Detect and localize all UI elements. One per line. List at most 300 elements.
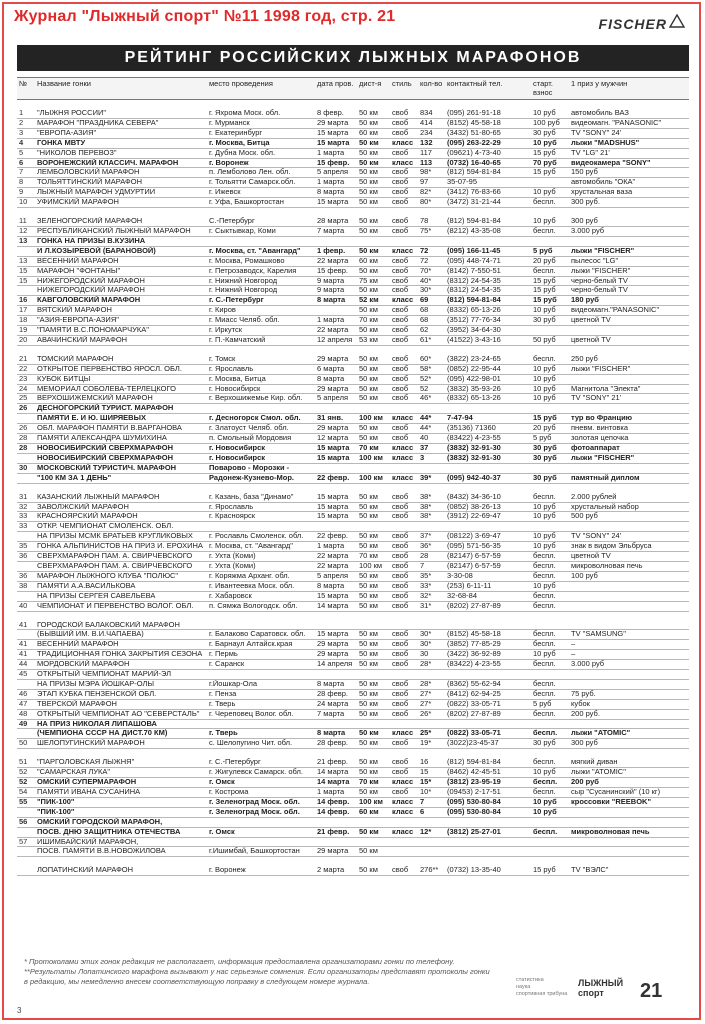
cell-date: 28 марта: [315, 217, 357, 226]
cell-distance: 50 км: [357, 640, 390, 650]
cell-style: своб: [390, 709, 418, 719]
cell-place: г. Уфа, Башкортостан: [207, 198, 315, 208]
cell-prize: [569, 581, 689, 591]
cell-num: 10: [17, 198, 35, 208]
cell-place: г. Казань, база "Динамо": [207, 493, 315, 502]
cell-prize: лыжи "FISCHER": [569, 364, 689, 374]
cell-prize: микроволновая печь: [569, 561, 689, 571]
cell-prize: памятный диплом: [569, 473, 689, 483]
cell-distance: [357, 719, 390, 729]
cell-phone: (8142) 7-550-51: [445, 266, 531, 276]
cell-phone: (095) 422-98-01: [445, 374, 531, 384]
col-name: Название гонки: [35, 78, 207, 100]
cell-date: 15 марта: [315, 198, 357, 208]
table-row: [17, 148, 689, 158]
col-date: дата пров.: [315, 78, 357, 100]
cell-place: г. Пенза: [207, 689, 315, 699]
cell-count: [418, 847, 445, 857]
cell-prize: [569, 326, 689, 336]
cell-date: [315, 837, 357, 847]
cell-place: г. Жигулевск Самарск. обл.: [207, 768, 315, 778]
cell-count: 3: [418, 453, 445, 463]
cell-num: 26: [17, 404, 35, 414]
table-row: [17, 178, 689, 188]
cell-name: ГОНКА МВТУ: [35, 138, 207, 148]
table-row: [17, 739, 689, 749]
cell-count: 28*: [418, 660, 445, 670]
cell-name: "АЗИЯ-ЕВРОПА-АЗИЯ": [35, 316, 207, 326]
cell-place: г. Зеленоград Моск. обл.: [207, 807, 315, 817]
cell-count: 6: [418, 807, 445, 817]
table-row: [17, 434, 689, 444]
cell-count: 44*: [418, 424, 445, 434]
cell-prize: пневм. винтовка: [569, 424, 689, 434]
cell-count: 276**: [418, 866, 445, 875]
cell-date: 15 февр.: [315, 158, 357, 168]
cell-name: ЭТАП КУБКА ПЕНЗЕНСКОЙ ОБЛ.: [35, 689, 207, 699]
table-row: [17, 453, 689, 463]
cell-name: ОМСКИЙ ГОРОДСКОЙ МАРАФОН,: [35, 817, 207, 827]
cell-style: своб: [390, 866, 418, 875]
cell-prize: [569, 463, 689, 473]
cell-place: [207, 817, 315, 827]
cell-count: [418, 621, 445, 630]
cell-phone: (8212) 43-35-08: [445, 226, 531, 236]
cell-style: своб: [390, 640, 418, 650]
cell-num: 33: [17, 512, 35, 522]
cell-phone: (095) 166-11-45: [445, 246, 531, 256]
table-row: [17, 158, 689, 168]
cell-place: г. Воронеж: [207, 158, 315, 168]
cell-phone: [445, 670, 531, 680]
cell-count: [418, 236, 445, 246]
cell-fee: беспл.: [531, 630, 569, 640]
table-row: [17, 374, 689, 384]
cell-num: [17, 807, 35, 817]
cell-count: 25*: [418, 729, 445, 739]
cell-place: г. Омск: [207, 827, 315, 837]
magazine-logo-line: ЛЫЖНЫЙ: [578, 978, 624, 988]
section-label: спортивная трибуна: [516, 991, 568, 997]
cell-fee: 10 руб: [531, 797, 569, 807]
cell-distance: [357, 817, 390, 827]
cell-phone: 32-68-84: [445, 591, 531, 601]
cell-name: ОМСКИЙ СУПЕРМАРАФОН: [35, 778, 207, 788]
cell-date: 14 марта: [315, 601, 357, 611]
cell-date: 1 марта: [315, 148, 357, 158]
cell-name: ТОЛЬЯТТИНСКИЙ МАРАФОН: [35, 178, 207, 188]
cell-phone: (3432) 51-80-65: [445, 128, 531, 138]
cell-phone: (3952) 34-64-30: [445, 326, 531, 336]
cell-prize: автомобиль "ОКА": [569, 178, 689, 188]
cell-num: 28: [17, 444, 35, 454]
cell-style: [390, 817, 418, 827]
cell-phone: (3812) 23-95-19: [445, 778, 531, 788]
table-row: [17, 837, 689, 847]
cell-name: ВОРОНЕЖСКИЙ КЛАССИЧ. МАРАФОН: [35, 158, 207, 168]
cell-prize: 300 руб.: [569, 198, 689, 208]
cell-style: своб: [390, 364, 418, 374]
cell-fee: 15 руб: [531, 276, 569, 286]
cell-num: 7: [17, 168, 35, 178]
cell-distance: 70 км: [357, 316, 390, 326]
cell-place: г. Рославль Смоленск. обл.: [207, 532, 315, 542]
cell-distance: 70 км: [357, 778, 390, 788]
cell-style: класс: [390, 138, 418, 148]
cell-distance: 70 км: [357, 552, 390, 562]
cell-distance: 75 км: [357, 276, 390, 286]
cell-fee: беспл.: [531, 561, 569, 571]
table-row: [17, 118, 689, 128]
cell-style: своб: [390, 188, 418, 198]
cell-fee: беспл.: [531, 679, 569, 689]
cell-prize: TV "SAMSUNG": [569, 630, 689, 640]
cell-style: [390, 670, 418, 680]
cell-fee: 10 руб: [531, 138, 569, 148]
cell-phone: (82147) 6-57-59: [445, 552, 531, 562]
cell-date: 15 марта: [315, 444, 357, 454]
cell-num: 18: [17, 316, 35, 326]
cell-style: своб: [390, 266, 418, 276]
spacer-cell: [17, 611, 689, 621]
cell-name: АВАЧИНСКИЙ МАРАФОН: [35, 335, 207, 345]
cell-phone: (8202) 27-87-89: [445, 601, 531, 611]
cell-place: г. Барнаул Алтайск.края: [207, 640, 315, 650]
cell-style: своб: [390, 326, 418, 336]
cell-count: 117: [418, 148, 445, 158]
cell-place: [207, 670, 315, 680]
cell-style: своб: [390, 768, 418, 778]
fischer-triangle-icon: [669, 14, 685, 28]
cell-date: 22 февр.: [315, 473, 357, 483]
cell-count: 10*: [418, 788, 445, 798]
table-row: [17, 709, 689, 719]
cell-prize: кубок: [569, 699, 689, 709]
cell-count: 26*: [418, 709, 445, 719]
cell-phone: [445, 236, 531, 246]
cell-style: своб: [390, 148, 418, 158]
cell-phone: (8462) 42-45-51: [445, 768, 531, 778]
cell-place: г.Йошкар-Ола: [207, 679, 315, 689]
cell-phone: (09621) 4-73-40: [445, 148, 531, 158]
cell-num: [17, 866, 35, 875]
cell-distance: 50 км: [357, 581, 390, 591]
cell-count: 12*: [418, 827, 445, 837]
cell-name: КАЗАНСКИЙ ЛЫЖНЫЙ МАРАФОН: [35, 493, 207, 502]
cell-num: [17, 630, 35, 640]
cell-fee: 20 руб: [531, 424, 569, 434]
cell-num: 13: [17, 256, 35, 266]
cell-place: г. Иркутск: [207, 326, 315, 336]
cell-num: 36: [17, 552, 35, 562]
table-row: [17, 236, 689, 246]
cell-style: своб: [390, 118, 418, 128]
cell-fee: беспл.: [531, 493, 569, 502]
cell-date: 22 марта: [315, 561, 357, 571]
cell-fee: беспл.: [531, 827, 569, 837]
cell-name: ОТКРЫТЫЙ ЧЕМПИОНАТ МАРИЙ-ЭЛ: [35, 670, 207, 680]
cell-prize: хрустальный набор: [569, 502, 689, 512]
cell-phone: [445, 621, 531, 630]
cell-place: г. Тольятти Самарск.обл.: [207, 178, 315, 188]
cell-phone: (812) 594-81-84: [445, 217, 531, 226]
cell-date: 29 марта: [315, 384, 357, 394]
cell-place: г. Златоуст Челяб. обл.: [207, 424, 315, 434]
cell-distance: [357, 621, 390, 630]
cell-date: 12 марта: [315, 434, 357, 444]
cell-prize: лыжи "FISCHER": [569, 453, 689, 463]
cell-distance: 100 км: [357, 797, 390, 807]
cell-fee: [531, 326, 569, 336]
cell-name: НОВОСИБИРСКИЙ СВЕРХМАРАФОН: [35, 453, 207, 463]
cell-num: 56: [17, 817, 35, 827]
cell-name: ПОСВ. ПАМЯТИ В.В.НОВОЖИЛОВА: [35, 847, 207, 857]
cell-prize: 200 руб: [569, 778, 689, 788]
table-body: [17, 100, 689, 876]
cell-num: 6: [17, 158, 35, 168]
row-spacer: [17, 483, 689, 493]
cell-date: 21 февр.: [315, 827, 357, 837]
cell-distance: 50 км: [357, 286, 390, 296]
cell-style: [390, 837, 418, 847]
cell-phone: 3-30-08: [445, 571, 531, 581]
cell-prize: [569, 670, 689, 680]
cell-prize: лыжи "FISCHER": [569, 246, 689, 256]
cell-style: своб: [390, 561, 418, 571]
cell-name: ЛЫЖНЫЙ МАРАФОН УДМУРТИИ: [35, 188, 207, 198]
cell-prize: пылесос "LG": [569, 256, 689, 266]
cell-date: 5 апреля: [315, 571, 357, 581]
cell-num: 8: [17, 178, 35, 188]
cell-distance: 70 км: [357, 444, 390, 454]
cell-count: 19*: [418, 739, 445, 749]
cell-distance: 50 км: [357, 168, 390, 178]
cell-style: [390, 621, 418, 630]
cell-num: 41: [17, 650, 35, 660]
cell-date: [315, 670, 357, 680]
cell-prize: [569, 404, 689, 414]
cell-prize: [569, 837, 689, 847]
cell-name: ОБЛ. МАРАФОН ПАМЯТИ В.ВАРГАНОВА: [35, 424, 207, 434]
table-row: [17, 414, 689, 424]
cell-place: г. Ивантеевка Моск. обл.: [207, 581, 315, 591]
cell-style: своб: [390, 374, 418, 384]
cell-prize: 150 руб: [569, 168, 689, 178]
cell-count: 30*: [418, 286, 445, 296]
cell-place: [207, 719, 315, 729]
cell-name: ТВЕРСКОЙ МАРАФОН: [35, 699, 207, 709]
cell-prize: тур во Францию: [569, 414, 689, 424]
table-row: [17, 246, 689, 256]
cell-prize: лыжи "ATOMIC": [569, 768, 689, 778]
cell-distance: [357, 404, 390, 414]
cell-style: [390, 847, 418, 857]
cell-name: "ЕВРОПА-АЗИЯ": [35, 128, 207, 138]
cell-prize: 75 руб.: [569, 689, 689, 699]
cell-name: ВЕСЕННИЙ МАРАФОН: [35, 640, 207, 650]
cell-num: 26: [17, 424, 35, 434]
cell-name: НОВОСИБИРСКИЙ СВЕРХМАРАФОН: [35, 444, 207, 454]
cell-num: 52: [17, 778, 35, 788]
cell-place: г. Красноярск: [207, 512, 315, 522]
cell-count: 27*: [418, 699, 445, 709]
cell-date: [315, 621, 357, 630]
cell-count: 52: [418, 384, 445, 394]
cell-fee: 15 руб: [531, 168, 569, 178]
cell-num: 19: [17, 326, 35, 336]
cell-fee: 10 руб: [531, 394, 569, 404]
cell-phone: (83422) 4-23-55: [445, 434, 531, 444]
cell-date: 15 марта: [315, 630, 357, 640]
cell-distance: 50 км: [357, 591, 390, 601]
cell-name: МАРАФОН ЛЫЖНОГО КЛУБА "ПОЛЮС": [35, 571, 207, 581]
cell-count: 132: [418, 138, 445, 148]
cell-place: г. Пермь: [207, 650, 315, 660]
cell-name: ТОМСКИЙ МАРАФОН: [35, 355, 207, 364]
cell-date: 5 апреля: [315, 394, 357, 404]
cell-num: 32: [17, 502, 35, 512]
cell-prize: автомобиль ВАЗ: [569, 109, 689, 118]
cell-phone: (3822) 23-24-65: [445, 355, 531, 364]
cell-prize: цветной TV: [569, 335, 689, 345]
col-prize: 1 приз у мужчин: [569, 78, 689, 100]
cell-style: класс: [390, 797, 418, 807]
cell-place: г. Миасс Челяб. обл.: [207, 316, 315, 326]
cell-name: ШЕЛОПУГИНСКИЙ МАРАФОН: [35, 739, 207, 749]
cell-prize: 3.000 руб: [569, 226, 689, 236]
cell-fee: 30 руб: [531, 444, 569, 454]
cell-distance: 50 км: [357, 729, 390, 739]
cell-count: 78: [418, 217, 445, 226]
cell-name: МАРАФОН "ФОНТАНЫ": [35, 266, 207, 276]
cell-num: 45: [17, 670, 35, 680]
table-row: [17, 778, 689, 788]
table-row: [17, 217, 689, 226]
cell-phone: (35136) 71360: [445, 424, 531, 434]
cell-place: г. Екатеринбург: [207, 128, 315, 138]
cell-date: 14 марта: [315, 768, 357, 778]
cell-date: 15 марта: [315, 591, 357, 601]
cell-count: 97: [418, 178, 445, 188]
cell-name: МОРДОВСКИЙ МАРАФОН: [35, 660, 207, 670]
cell-fee: 30 руб: [531, 739, 569, 749]
cell-place: г. Десногорск Смол. обл.: [207, 414, 315, 424]
cell-count: 15*: [418, 778, 445, 788]
cell-phone: (09453) 2-17-51: [445, 788, 531, 798]
cell-distance: 50 км: [357, 758, 390, 767]
cell-count: [418, 463, 445, 473]
cell-date: 14 апреля: [315, 660, 357, 670]
cell-fee: беспл.: [531, 601, 569, 611]
table-row: [17, 444, 689, 454]
cell-count: [418, 522, 445, 532]
cell-place: г. Ярославль: [207, 364, 315, 374]
cell-fee: 10 руб: [531, 306, 569, 316]
cell-place: г. Петрозаводск, Карелия: [207, 266, 315, 276]
cell-date: [315, 404, 357, 414]
cell-date: 8 марта: [315, 374, 357, 384]
table-row: [17, 384, 689, 394]
cell-place: г. Дубна Моск. обл.: [207, 148, 315, 158]
cell-name: НА ПРИЗ НИКОЛАЯ ЛИПАШОВА: [35, 719, 207, 729]
cell-fee: 30 руб: [531, 473, 569, 483]
cell-place: г. Ижевск: [207, 188, 315, 198]
cell-phone: (83422) 4-23-55: [445, 660, 531, 670]
cell-num: [17, 591, 35, 601]
cell-style: своб: [390, 660, 418, 670]
cell-count: 36*: [418, 542, 445, 552]
cell-date: 12 апреля: [315, 335, 357, 345]
cell-style: [390, 719, 418, 729]
cell-count: 7: [418, 561, 445, 571]
cell-phone: 35-07-95: [445, 178, 531, 188]
cell-fee: 10 руб: [531, 109, 569, 118]
cell-distance: 50 км: [357, 768, 390, 778]
cell-phone: (812) 594-81-84: [445, 758, 531, 767]
cell-count: 33*: [418, 581, 445, 591]
cell-count: 72: [418, 256, 445, 266]
col-num: №: [17, 78, 35, 100]
cell-num: 12: [17, 226, 35, 236]
col-place: место проведения: [207, 78, 315, 100]
cell-date: 14 февр.: [315, 807, 357, 817]
cell-name: МАРАФОН "ПРАЗДНИКА СЕВЕРА": [35, 118, 207, 128]
cell-prize: черно-белый TV: [569, 286, 689, 296]
cell-style: своб: [390, 226, 418, 236]
cell-prize: видеокамера "SONY": [569, 158, 689, 168]
cell-num: 57: [17, 837, 35, 847]
cell-place: г. Кострома: [207, 788, 315, 798]
cell-style: своб: [390, 601, 418, 611]
cell-fee: беспл.: [531, 266, 569, 276]
cell-num: [17, 679, 35, 689]
cell-name: ПОСВ. ДНЮ ЗАЩИТНИКА ОТЕЧЕСТВА: [35, 827, 207, 837]
cell-count: 70*: [418, 266, 445, 276]
table-row: [17, 276, 689, 286]
cell-date: 31 янв.: [315, 414, 357, 424]
cell-date: 7 марта: [315, 709, 357, 719]
table-row: [17, 404, 689, 414]
page-title: Журнал "Лыжный спорт" №11 1998 год, стр. 21: [14, 8, 396, 25]
cell-fee: 15 руб: [531, 296, 569, 306]
cell-count: 234: [418, 128, 445, 138]
cell-num: [17, 414, 35, 424]
cell-fee: [531, 817, 569, 827]
cell-style: своб: [390, 128, 418, 138]
cell-name: (БЫВШИЙ ИМ. В.И.ЧАПАЕВА): [35, 630, 207, 640]
cell-name: "ПАРГОЛОВСКАЯ ЛЫЖНЯ": [35, 758, 207, 767]
cell-distance: 50 км: [357, 266, 390, 276]
cell-prize: [569, 847, 689, 857]
page-number: 21: [640, 980, 663, 1002]
cell-distance: 50 км: [357, 188, 390, 198]
cell-date: 15 февр.: [315, 266, 357, 276]
cell-date: 14 марта: [315, 778, 357, 788]
cell-style: класс: [390, 807, 418, 817]
cell-phone: (8332) 65-13-26: [445, 394, 531, 404]
cell-phone: (3832) 35-93-26: [445, 384, 531, 394]
cell-name: "ПАМЯТИ В.С.ПОНОМАРЧУКА": [35, 326, 207, 336]
cell-count: 82*: [418, 188, 445, 198]
table-row: [17, 286, 689, 296]
cell-style: своб: [390, 434, 418, 444]
table-row: [17, 847, 689, 857]
cell-style: своб: [390, 256, 418, 266]
cell-num: 13: [17, 236, 35, 246]
cell-place: [207, 522, 315, 532]
cell-name: ГОРОДСКОЙ БАЛАКОВСКИЙ МАРАФОН: [35, 621, 207, 630]
cell-phone: [445, 522, 531, 532]
